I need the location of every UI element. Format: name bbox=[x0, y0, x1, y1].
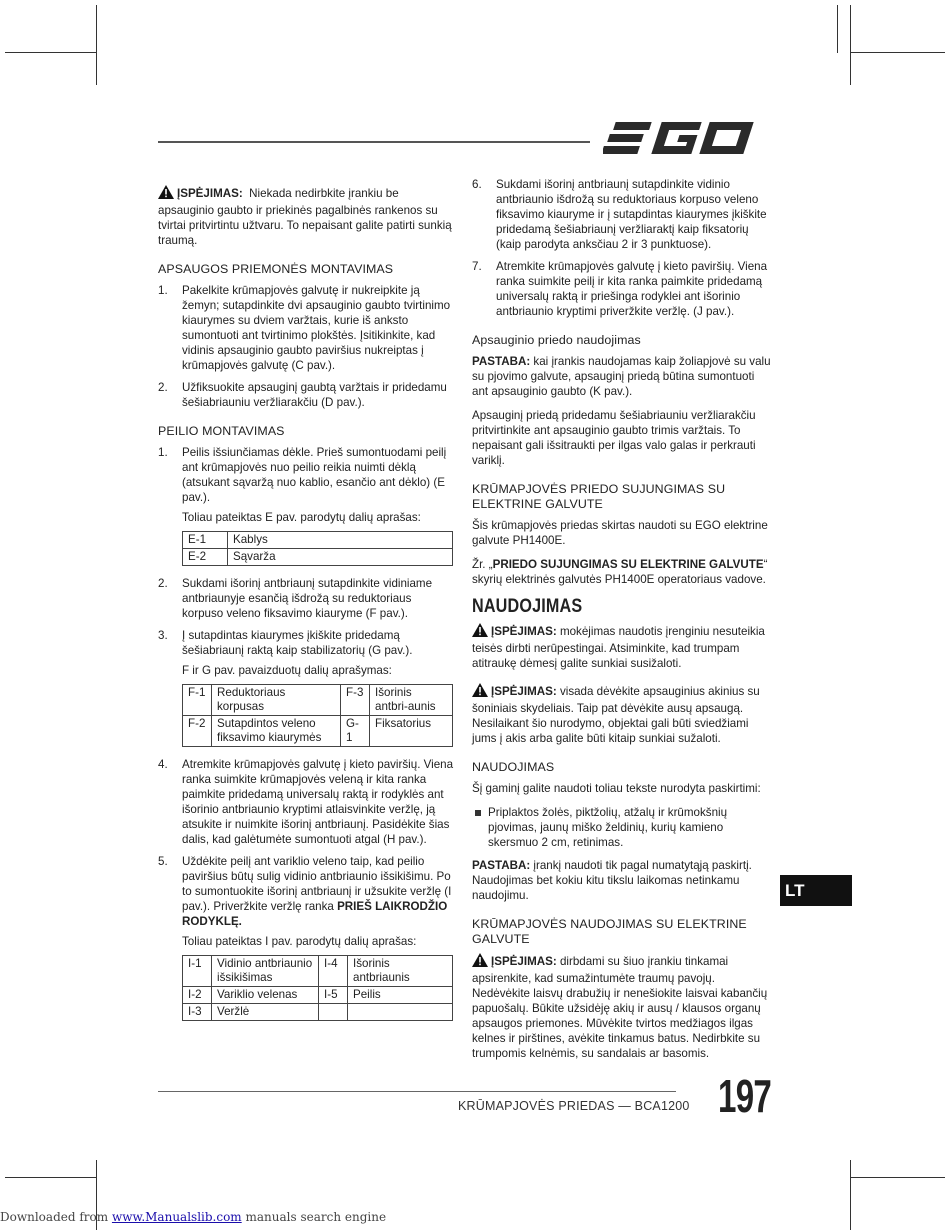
table-caption: Toliau pateiktas E pav. parodytų dalių aprašas: bbox=[182, 511, 421, 524]
table-cell: Veržlė bbox=[212, 1004, 319, 1021]
download-prefix: Downloaded from bbox=[0, 1210, 112, 1224]
table-cell: I-4 bbox=[319, 956, 348, 987]
paragraph: Šis krūmapjovės priedas skirtas naudoti su EGO elektrine galvute PH1400E. bbox=[472, 519, 768, 547]
warning-label: ĮSPĖJIMAS: bbox=[491, 685, 557, 698]
table-cell bbox=[348, 1004, 453, 1021]
manualslib-link[interactable]: www.Manualslib.com bbox=[111, 1210, 242, 1224]
item-number: 4. bbox=[158, 758, 168, 771]
table-cell bbox=[319, 1004, 348, 1021]
parts-table-i bbox=[182, 955, 453, 1021]
list-item bbox=[472, 259, 772, 319]
warning-label: ĮSPĖJIMAS: bbox=[491, 955, 557, 968]
crop-mark bbox=[837, 5, 838, 53]
item-text: Sukdami išorinį antbriaunį sutapdinkite vidiniame antbriaunyje esančią išdrožą su reduktoriaus korpuso veleno fiksavimo kiauryme (F pav.). bbox=[182, 577, 433, 620]
warning-label: ĮSPĖJIMAS: bbox=[177, 187, 243, 200]
table-cell: Sąvarža bbox=[228, 549, 453, 566]
item-text: Į sutapdintas kiaurymes įkiškite pridedamą šešiabriaunį raktą kaip stabilizatorių (G pav.). bbox=[182, 629, 413, 657]
item-number: 1. bbox=[158, 284, 168, 297]
item-number: 1. bbox=[158, 446, 168, 459]
table-cell: Reduktoriaus korpusas bbox=[212, 685, 341, 716]
warning-triangle-icon bbox=[158, 185, 174, 203]
text-fragment: Žr. „ bbox=[472, 558, 493, 571]
item-number: 6. bbox=[472, 178, 482, 191]
item-text: Atremkite krūmapjovės galvutę į kieto paviršių. Viena ranka suimkite peilį ir kita ranka paimkite pridedamą universalų raktą ir priešinga rodyklei ant išorinio antbriaunio kryptimi priveržkite veržlę. (J pav.). bbox=[496, 260, 768, 318]
list-item bbox=[158, 445, 454, 566]
table-cell: Variklio velenas bbox=[212, 987, 319, 1004]
section-heading: PEILIO MONTAVIMAS bbox=[158, 424, 285, 438]
list-item bbox=[158, 757, 454, 847]
note-paragraph bbox=[472, 354, 772, 399]
table-cell: E-1 bbox=[183, 532, 228, 549]
item-text: Užfiksuokite apsauginį gaubtą varžtais ir pridedamu šešiabriauniu veržliarakčiu (D pav.). bbox=[182, 381, 447, 409]
crop-mark bbox=[850, 1160, 851, 1230]
table-row bbox=[183, 956, 453, 987]
table-cell: Išorinis antbriaunis bbox=[348, 956, 453, 987]
table-cell: F-3 bbox=[341, 685, 370, 716]
text-fragment: “ skyrių elektrinės galvutės PH1400E operatoriaus vadove. bbox=[472, 558, 768, 586]
table-row bbox=[183, 1004, 453, 1021]
warning-text: dirbdami su šiuo įrankiu tinkamai apsirenkite, kad sumažintumėte traumų pavojų. Nedėvėkite laisvų drabužių ir nenešiokite laisvai kabančių papuošalų. Būkite užsidėję akių ir ausų / klausos organų apsaugos priemones. Mūvėkite tvirtos medžiagos ilgas kelnes ir pirštines, avėkite tinkamus batus. Nedirbkite su trumpomis kelnėmis, su sandalais ar basomis. bbox=[472, 955, 768, 1060]
crop-mark bbox=[850, 5, 851, 85]
section-heading: APSAUGOS PRIEMONĖS MONTAVIMAS bbox=[158, 262, 394, 276]
crop-mark bbox=[5, 1177, 97, 1178]
item-text: Peilis išsiunčiamas dėkle. Prieš sumontuodami peilį ant krūmapjovės nuo peilio reikia nuimti dėklą (atsukant sąvaržą nuo kablio, esančio ant dėklo) (E pav.). bbox=[182, 446, 447, 504]
list-item bbox=[158, 380, 454, 410]
warning-paragraph bbox=[158, 185, 454, 248]
section-heading: KRŪMAPJOVĖS NAUDOJIMAS SU ELEKTRINE GALVUTE bbox=[472, 917, 747, 946]
table-row bbox=[183, 549, 453, 566]
table-cell: I-2 bbox=[183, 987, 212, 1004]
crop-mark bbox=[850, 52, 945, 53]
table-row bbox=[183, 532, 453, 549]
table-cell: Kablys bbox=[228, 532, 453, 549]
table-cell: I-5 bbox=[319, 987, 348, 1004]
table-row bbox=[183, 685, 453, 716]
footer-rule bbox=[158, 1091, 676, 1092]
warning-label: ĮSPĖJIMAS: bbox=[491, 625, 557, 638]
list-item bbox=[158, 854, 454, 1021]
warning-paragraph bbox=[472, 683, 772, 746]
header-rule bbox=[158, 141, 590, 143]
paragraph bbox=[472, 557, 772, 587]
list-item bbox=[472, 177, 772, 252]
table-cell: I-1 bbox=[183, 956, 212, 987]
left-column bbox=[158, 185, 454, 1028]
footer-title: KRŪMAPJOVĖS PRIEDAS — BCA1200 bbox=[458, 1099, 690, 1113]
table-row bbox=[183, 716, 453, 747]
note-text: įrankį naudoti tik pagal numatytąją paskirtį. Naudojimas bet kokiu kitu tikslu laikomas netinkamu naudojimu. bbox=[472, 859, 752, 902]
note-label: PASTABA: bbox=[472, 355, 531, 368]
section-heading: Apsauginio priedo naudojimas bbox=[472, 333, 641, 347]
item-number: 7. bbox=[472, 260, 482, 273]
parts-table-fg bbox=[182, 684, 453, 747]
table-cell: F-1 bbox=[183, 685, 212, 716]
warning-paragraph bbox=[472, 623, 772, 671]
list-item bbox=[158, 283, 454, 373]
paragraph: Apsauginį priedą pridedamu šešiabriauniu veržliarakčiu pritvirtinkite ant apsauginio gaubto trimis varžtais. To nepaisant gali išsitraukti per ilgas valo galas ir perkrauti variklį. bbox=[472, 409, 756, 467]
section-heading: NAUDOJIMAS bbox=[472, 760, 555, 774]
item-number: 5. bbox=[158, 855, 168, 868]
warning-text: Niekada nedirbkite įrankiu be apsauginio gaubto ir priekinės pagalbinės rankenos su tvirtai pritvirtintu užtvaru. To nepaisant galite patirti sunkią traumą. bbox=[158, 187, 452, 247]
table-cell: Sutapdintos veleno fiksavimo kiaurymės bbox=[212, 716, 341, 747]
right-column bbox=[472, 177, 772, 1070]
download-line bbox=[0, 1210, 386, 1224]
item-text: Sukdami išorinį antbriaunį sutapdinkite vidinio antbriaunio išdrožą su reduktoriaus korpuso veleno fiksavimo kiauryme ir į sutapdintas kiaurymes įkiškite pridedamą šešiabriaunį veržliaraktį kaip fiksatorių (kaip parodyta anksčiau 2 ir 3 punktuose). bbox=[496, 178, 767, 251]
section-heading: KRŪMAPJOVĖS PRIEDO SUJUNGIMAS SU ELEKTRINE GALVUTE bbox=[472, 482, 726, 511]
item-text: Uždėkite peilį ant variklio veleno taip, kad peilio paviršius būtų sulig vidinio antbriaunio išsikišimu. Po to sumontuokite išorinį antbriaunį ir užsukite veržlę (I pav.). Priveržkite veržlę ranka bbox=[182, 855, 452, 913]
page-number: 197 bbox=[718, 1070, 772, 1122]
item-number: 3. bbox=[158, 629, 168, 642]
crop-mark bbox=[5, 52, 97, 53]
item-text: Pakelkite krūmapjovės galvutę ir nukreipkite ją žemyn; sutapdinkite dvi apsauginio gaubto tvirtinimo kiaurymes su dviem varžtais, kurie iš anksto sumontuoti ant tvirtinimo plokštės. Įsitikinkite, kad vidinis apsauginio gaubto paviršius nukreiptas į krūmapjovės galvutę (C pav.). bbox=[182, 284, 451, 372]
item-text: Atremkite krūmapjovės galvutę į kieto paviršių. Viena ranka suimkite krūmapjovės veleną ir kita ranka paimkite pridedamą universalų raktą ir rodyklės ant išorinio antbriaunio kryptimi atlaisvinkite veržlę, ją atsukite ir nuimkite išorinį antbriaunį. Pasidėkite šias dalis, kad galėtumėte sumontuoti atgal (H pav.). bbox=[182, 758, 454, 846]
warning-text: visada dėvėkite apsauginius akinius su šoniniais skydeliais. Taip pat dėvėkite ausų apsaugą. Nesilaikant šio nurodymo, objektai gali būti sviedžiami jums į akis arba galite būti kitaip sunkiai sužaloti. bbox=[472, 685, 760, 745]
download-suffix: manuals search engine bbox=[241, 1210, 387, 1224]
note-paragraph bbox=[472, 858, 772, 903]
note-text: kai įrankis naudojamas kaip žoliapjovė su valu su pjovimo galvute, apsauginį priedą būtina sumontuoti ant apsauginio gaubto (K pav.). bbox=[472, 355, 771, 398]
table-cell: Fiksatorius bbox=[370, 716, 453, 747]
crop-mark bbox=[850, 1177, 945, 1178]
bullet-item bbox=[472, 805, 772, 850]
table-caption: F ir G pav. pavaizduotų dalių aprašymas: bbox=[182, 664, 392, 677]
item-bold-text: PRIEŠ LAIKRODŽIO RODYKLĘ. bbox=[182, 900, 448, 928]
table-cell: F-2 bbox=[183, 716, 212, 747]
warning-triangle-icon bbox=[472, 623, 488, 641]
ego-logo bbox=[603, 118, 769, 165]
table-row bbox=[183, 987, 453, 1004]
table-cell: Išorinis antbri-aunis bbox=[370, 685, 453, 716]
note-label: PASTABA: bbox=[472, 859, 531, 872]
bullet-square-icon bbox=[475, 810, 481, 816]
crop-mark bbox=[96, 5, 97, 85]
list-item bbox=[158, 576, 454, 621]
bullet-text: Priplaktos žolės, piktžolių, atžalų ir krūmokšnių pjovimas, jaunų miško želdinių, kurių kamieno skersmuo 2 cm, retinimas. bbox=[488, 806, 728, 849]
warning-paragraph bbox=[472, 953, 772, 1061]
warning-triangle-icon bbox=[472, 683, 488, 701]
table-cell: E-2 bbox=[183, 549, 228, 566]
item-number: 2. bbox=[158, 577, 168, 590]
list-item bbox=[158, 628, 454, 747]
parts-table-e bbox=[182, 531, 453, 566]
table-cell: I-3 bbox=[183, 1004, 212, 1021]
language-tab: LT bbox=[780, 875, 852, 906]
table-cell: G-1 bbox=[341, 716, 370, 747]
warning-triangle-icon bbox=[472, 953, 488, 971]
chapter-title: NAUDOJIMAS bbox=[472, 596, 583, 617]
table-cell: Vidinio antbriaunio išsikišimas bbox=[212, 956, 319, 987]
bold-reference: PRIEDO SUJUNGIMAS SU ELEKTRINE GALVUTE bbox=[492, 558, 764, 571]
item-number: 2. bbox=[158, 381, 168, 394]
warning-text: mokėjimas naudotis įrenginiu nesuteikia teisės dirbti nerūpestingai. Atsiminkite, kad trumpam atitraukę dėmesį galite sunkiai susižaloti. bbox=[472, 625, 765, 670]
table-cell: Peilis bbox=[348, 987, 453, 1004]
table-caption: Toliau pateiktas I pav. parodytų dalių aprašas: bbox=[182, 935, 417, 948]
paragraph: Šį gaminį galite naudoti toliau tekste nurodyta paskirtimi: bbox=[472, 782, 761, 795]
